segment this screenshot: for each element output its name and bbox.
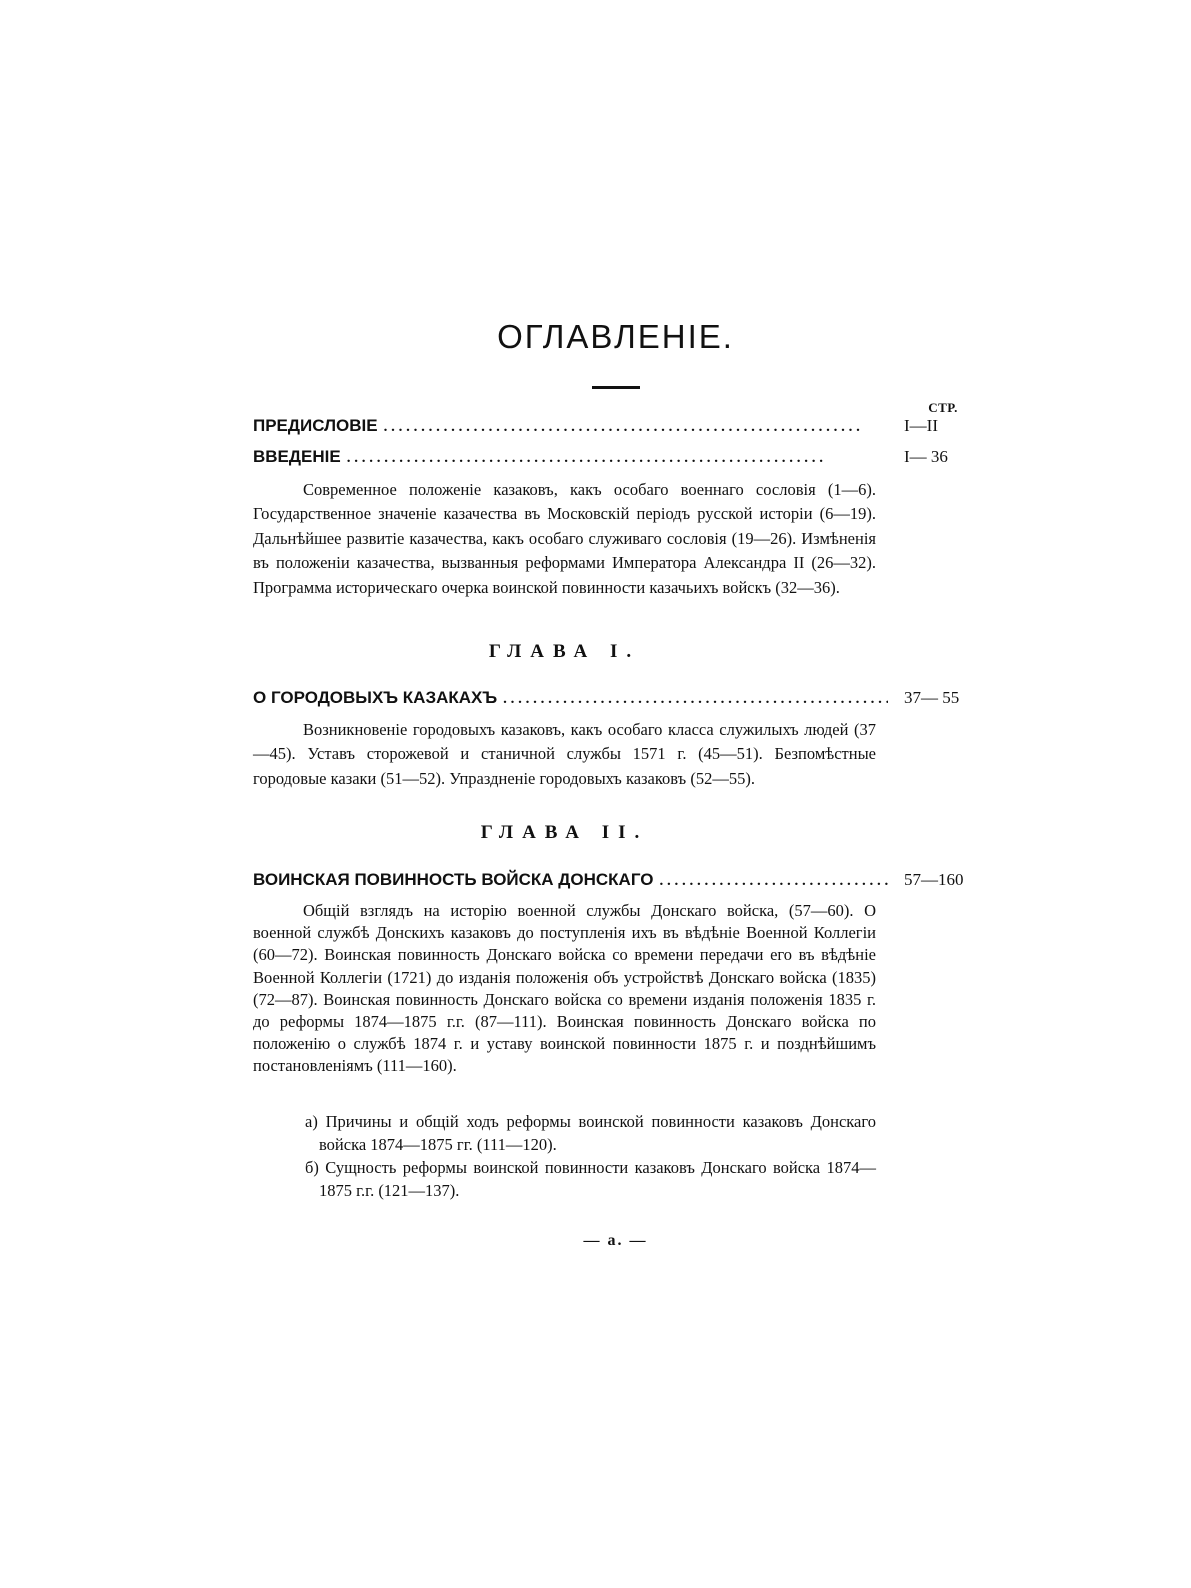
chapter-1-summary: Возникновеніе городовыхъ казаковъ, какъ особаго класса служилыхъ людей (37—45). Уставъ сторожевой и станичной службы 1571 г. (45—51). Безпомѣстные городовые казаки (51—52). Упраздненіе городовыхъ казаковъ (52—55). [253,720,876,788]
toc-entry-chapter-2[interactable] [253,870,968,890]
toc-entry-pages: I— 36 [904,447,948,466]
toc-entry-label: ПРЕДИСЛОВІЕ [253,416,378,435]
toc-entry-pages: 57—160 [904,870,964,889]
chapter-2-summary: Общій взглядъ на исторію военной службы Донскаго войска, (57—60). О военной службѣ Донскихъ казаковъ до поступленія ихъ въ вѣдѣніе Военной Коллегіи (60—72). Воинская повинность Донскаго войска со времени передачи его въ вѣдѣніе Военной Коллегіи (1721) до изданія положенія объ устройствѣ Донскаго войска (1835) (72—87). Воинская повинность Донскаго войска со времени изданія положенія 1835 г. до реформы 1874—1875 г.г. (87—111). Воинская повинность Донскаго войска по положенію о службѣ 1874 г. и уставу воинской повинности 1875 г. и позднѣйшимъ постановленіямъ (111—160). [253,901,876,1076]
chapter-heading-2: ГЛАВА II. [480,822,649,843]
dot-leader [347,450,888,467]
dot-leader [384,419,888,436]
chapter-2-subsection-a [305,1110,876,1156]
page-column-header: СТР. [928,400,958,415]
page-number-footer: — а. — [583,1232,648,1249]
toc-entry-pages: I—II [904,416,938,435]
title-underline [592,386,640,389]
toc-entry-label: О ГОРОДОВЫХЪ КАЗАКАХЪ [253,688,498,707]
subsection-text: б) Сущность реформы воинской повинности казаковъ Донскаго войска 1874—1875 г.г. (121—137). [305,1158,876,1200]
toc-entry-introduction[interactable] [253,447,968,467]
toc-entry-preface[interactable] [253,416,968,436]
introduction-summary: Современное положеніе казаковъ, какъ особаго военнаго сословія (1—6). Государственное значеніе казачества въ Московскій періодъ русской исторіи (6—19). Дальнѣйшее развитіе казачества, какъ особаго служиваго сословія (19—26). Измѣненія въ положеніи казачества, вызванныя реформами Императора Александра II (26—32). Программа историческаго очерка воинской повинности казачьихъ войскъ (32—36). [253,480,876,597]
dot-leader [659,873,888,890]
chapter-2-subsection-b [305,1156,876,1202]
chapter-heading-1: ГЛАВА I. [488,641,641,662]
toc-entry-chapter-1[interactable] [253,688,968,708]
toc-entry-label: ВОИНСКАЯ ПОВИННОСТЬ ВОЙСКА ДОНСКАГО [253,870,654,889]
toc-entry-label: ВВЕДЕНІЕ [253,447,341,466]
dot-leader [503,691,888,708]
toc-entry-pages: 37— 55 [904,688,960,707]
subsection-text: а) Причины и общій ходъ реформы воинской повинности казаковъ Донскаго войска 1874—1875 гг. (111—120). [305,1112,876,1154]
page-title: ОГЛАВЛЕНІЕ. [497,318,734,355]
